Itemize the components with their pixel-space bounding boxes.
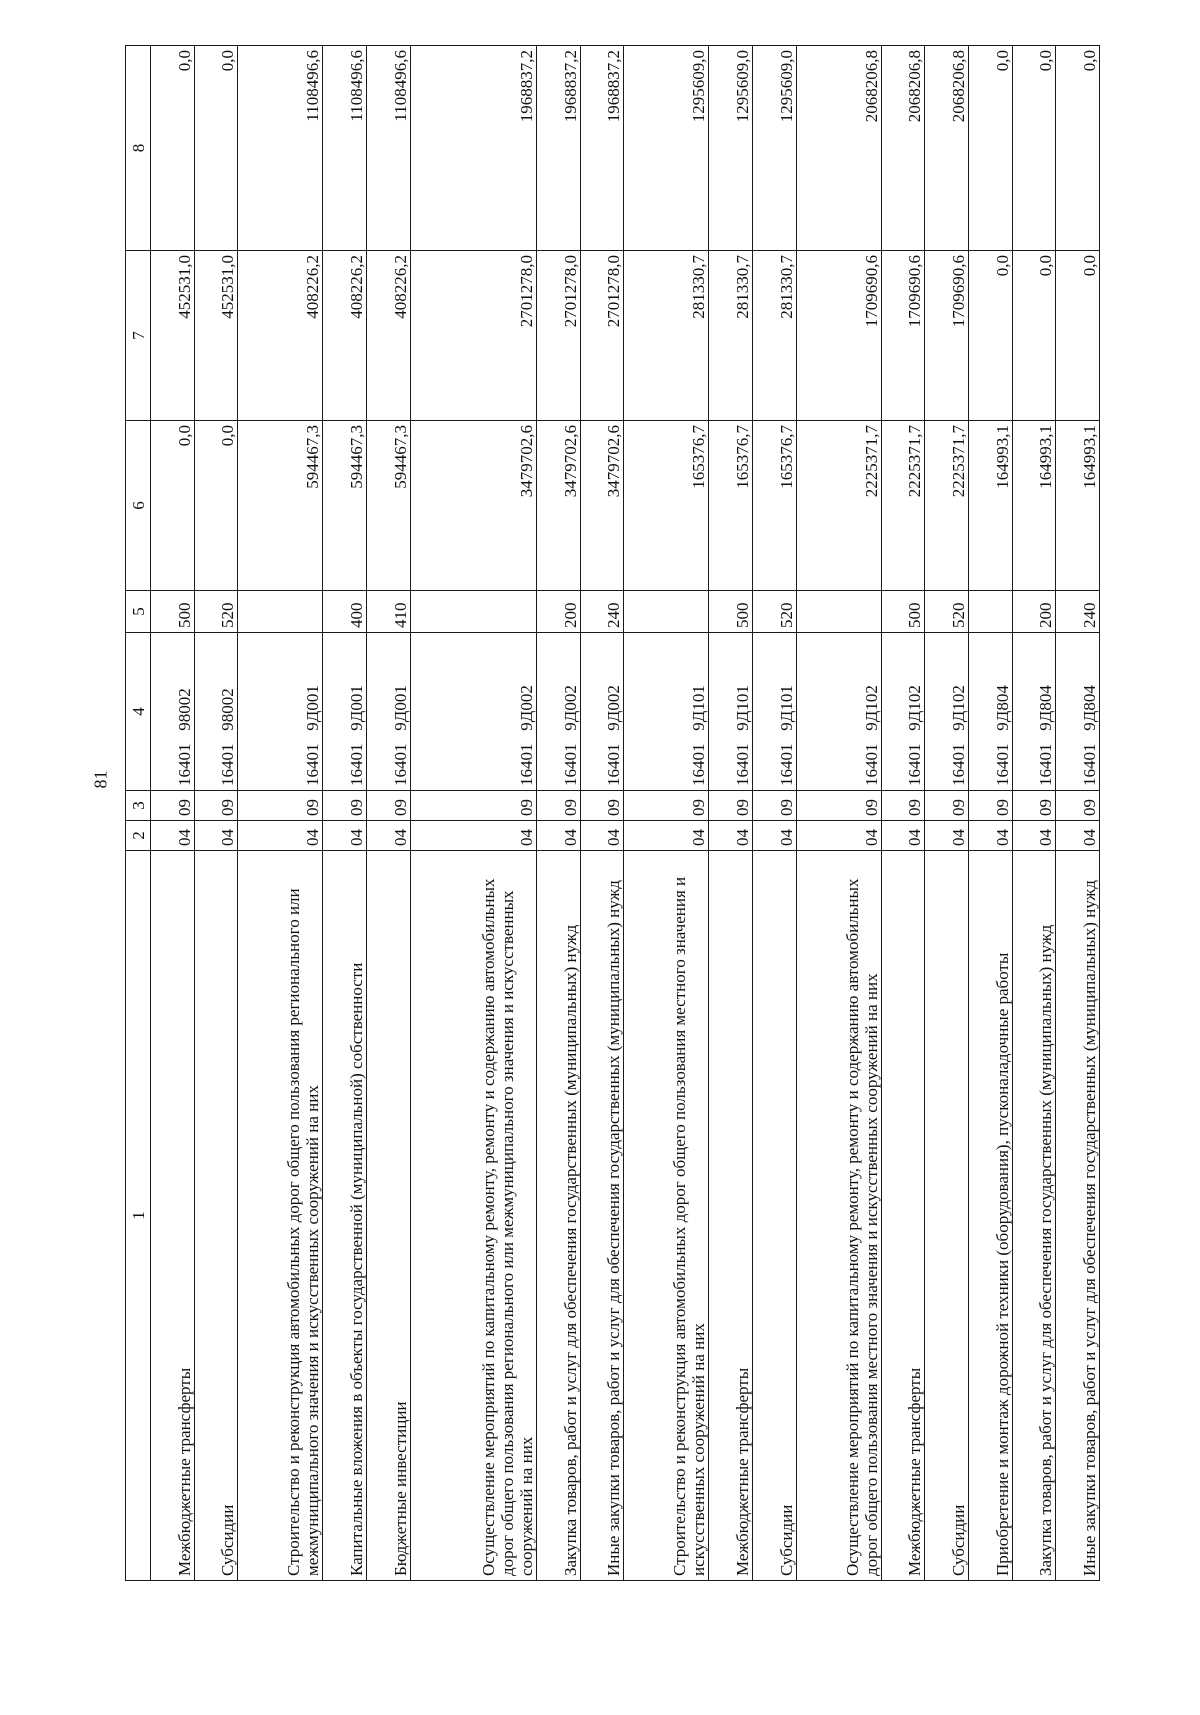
amount-col6-cell: 165376,7 [624,421,709,591]
amount-col6-cell: 2225371,7 [796,421,881,591]
section-code-cell: 04 [1012,821,1056,851]
target-article-cell [796,633,881,791]
amount-col8-cell: 0,0 [151,46,195,251]
amount-col6-cell: 164993,1 [1012,421,1056,591]
amount-col6-cell: 3479702,6 [410,421,537,591]
table-row [366,46,410,1581]
amount-col8-cell: 2068206,8 [881,46,925,251]
row-name-cell: Межбюджетные трансферты [151,851,195,1581]
header-col-5: 5 [126,591,151,633]
expense-type-cell [969,591,1013,633]
header-col-7: 7 [126,251,151,421]
amount-col8-cell: 1295609,0 [753,46,797,251]
table-body [151,46,1100,1581]
table-row [709,46,753,1581]
target-article-cell [1012,633,1056,791]
expense-type-cell: 500 [709,591,753,633]
target-article-direction: 9Д804 [1080,685,1099,731]
row-name-cell: Субсидии [194,851,238,1581]
target-article-direction: 9Д002 [560,685,580,731]
row-name-cell: Закупка товаров, работ и услуг для обеспечения государственных (муниципальных) нужд [537,851,581,1581]
section-code-cell: 04 [925,821,969,851]
amount-col7-cell: 408226,2 [238,251,323,421]
section-code-cell: 04 [238,821,323,851]
target-article-direction: 9Д101 [689,685,709,731]
header-col-6: 6 [126,421,151,591]
target-article-cell [238,633,323,791]
expense-type-cell: 240 [580,591,624,633]
table-row [881,46,925,1581]
expense-type-cell [624,591,709,633]
section-code-cell: 04 [624,821,709,851]
amount-col8-cell: 2068206,8 [796,46,881,251]
subsection-code-cell: 09 [1056,791,1100,821]
table-row [753,46,797,1581]
table-row [796,46,881,1581]
target-article-direction: 9Д101 [733,685,753,731]
amount-col6-cell: 165376,7 [709,421,753,591]
table-row [925,46,969,1581]
header-col-1: 1 [126,851,151,1581]
amount-col7-cell: 452531,0 [151,251,195,421]
section-code-cell: 04 [969,821,1013,851]
amount-col7-cell: 2701278,0 [537,251,581,421]
section-code-cell: 04 [194,821,238,851]
table-row [1012,46,1056,1581]
expense-type-cell: 400 [323,591,367,633]
amount-col6-cell: 594467,3 [366,421,410,591]
amount-col7-cell: 408226,2 [366,251,410,421]
budget-table [125,45,1100,1581]
amount-col7-cell: 1709690,6 [881,251,925,421]
table-row [323,46,367,1581]
section-code-cell: 04 [323,821,367,851]
row-name-cell: Строительство и реконструкция автомобильных дорог общего пользования регионального или межмуниципального значения и искусственных сооружений на них [238,851,323,1581]
header-col-4: 4 [126,633,151,791]
section-code-cell: 04 [410,821,537,851]
row-name-cell: Иные закупки товаров, работ и услуг для обеспечения государственных (муниципальных) нужд [580,851,624,1581]
amount-col7-cell: 1709690,6 [925,251,969,421]
amount-col7-cell: 2701278,0 [580,251,624,421]
amount-col8-cell: 1108496,6 [238,46,323,251]
amount-col6-cell: 2225371,7 [881,421,925,591]
subsection-code-cell: 09 [238,791,323,821]
amount-col8-cell: 1295609,0 [624,46,709,251]
target-article-direction: 98002 [174,688,194,731]
target-article-program: 16401 [733,743,753,786]
section-code-cell: 04 [366,821,410,851]
amount-col7-cell: 1709690,6 [796,251,881,421]
amount-col7-cell: 408226,2 [323,251,367,421]
subsection-code-cell: 09 [881,791,925,821]
target-article-cell [410,633,537,791]
section-code-cell: 04 [151,821,195,851]
amount-col7-cell: 281330,7 [624,251,709,421]
subsection-code-cell: 09 [969,791,1013,821]
row-name-cell: Строительство и реконструкция автомобильных дорог общего пользования местного значения и искусственных сооружений на них [624,851,709,1581]
target-article-direction: 9Д002 [604,685,624,731]
target-article-direction: 98002 [218,688,238,731]
subsection-code-cell: 09 [366,791,410,821]
target-article-cell [323,633,367,791]
amount-col6-cell: 0,0 [194,421,238,591]
amount-col6-cell: 594467,3 [238,421,323,591]
amount-col6-cell: 2225371,7 [925,421,969,591]
subsection-code-cell: 09 [624,791,709,821]
amount-col8-cell: 1108496,6 [323,46,367,251]
header-col-8: 8 [126,46,151,251]
amount-col6-cell: 3479702,6 [537,421,581,591]
target-article-direction: 9Д102 [905,685,925,731]
section-code-cell: 04 [796,821,881,851]
amount-col8-cell: 0,0 [194,46,238,251]
row-name-cell: Субсидии [925,851,969,1581]
subsection-code-cell: 09 [580,791,624,821]
row-name-cell: Закупка товаров, работ и услуг для обеспечения государственных (муниципальных) нужд [1012,851,1056,1581]
target-article-program: 16401 [218,743,238,786]
row-name-cell: Иные закупки товаров, работ и услуг для обеспечения государственных (муниципальных) нужд [1056,851,1100,1581]
expense-type-cell: 520 [925,591,969,633]
header-row [126,46,151,1581]
amount-col7-cell: 0,0 [1056,251,1100,421]
section-code-cell: 04 [537,821,581,851]
expense-type-cell: 500 [151,591,195,633]
section-code-cell: 04 [709,821,753,851]
row-name-cell: Бюджетные инвестиции [366,851,410,1581]
target-article-cell [969,633,1013,791]
row-name-cell: Приобретение и монтаж дорожной техники (оборудования), пусконаладочные работы [969,851,1013,1581]
subsection-code-cell: 09 [323,791,367,821]
expense-type-cell: 200 [537,591,581,633]
target-article-cell [881,633,925,791]
target-article-direction: 9Д101 [776,685,796,731]
row-name-cell: Капитальные вложения в объекты государственной (муниципальной) собственности [323,851,367,1581]
amount-col6-cell: 164993,1 [1056,421,1100,591]
expense-type-cell [238,591,323,633]
expense-type-cell [410,591,537,633]
target-article-program: 16401 [861,743,881,786]
page-number: 81 [90,770,111,789]
target-article-cell [624,633,709,791]
amount-col6-cell: 594467,3 [323,421,367,591]
subsection-code-cell: 09 [753,791,797,821]
table-row [580,46,624,1581]
rotated-table-container [125,46,1100,1581]
target-article-direction: 9Д804 [992,685,1012,731]
target-article-program: 16401 [689,743,709,786]
header-col-3: 3 [126,791,151,821]
target-article-direction: 9Д001 [346,685,366,731]
table-row [410,46,537,1581]
section-code-cell: 04 [580,821,624,851]
target-article-program: 16401 [390,743,410,786]
amount-col7-cell: 0,0 [969,251,1013,421]
target-article-direction: 9Д102 [949,685,969,731]
amount-col7-cell: 2701278,0 [410,251,537,421]
table-row [194,46,238,1581]
header-col-2: 2 [126,821,151,851]
row-name-cell: Осуществление мероприятий по капитальному ремонту, ремонту и содержанию автомобильных дорог общего пользования местного значения и искусственных сооружений на них [796,851,881,1581]
table-row [624,46,709,1581]
subsection-code-cell: 09 [194,791,238,821]
amount-col8-cell: 1968837,2 [410,46,537,251]
amount-col7-cell: 281330,7 [709,251,753,421]
row-name-cell: Субсидии [753,851,797,1581]
target-article-program: 16401 [517,743,537,786]
amount-col8-cell: 0,0 [969,46,1013,251]
amount-col7-cell: 452531,0 [194,251,238,421]
target-article-cell [1056,633,1100,791]
amount-col8-cell: 2068206,8 [925,46,969,251]
table-row [151,46,195,1581]
target-article-direction: 9Д804 [1036,685,1056,731]
amount-col8-cell: 1295609,0 [709,46,753,251]
target-article-program: 16401 [949,743,969,786]
subsection-code-cell: 09 [796,791,881,821]
target-article-program: 16401 [174,743,194,786]
target-article-cell [580,633,624,791]
section-code-cell: 04 [1056,821,1100,851]
expense-type-cell: 520 [194,591,238,633]
amount-col6-cell: 0,0 [151,421,195,591]
subsection-code-cell: 09 [925,791,969,821]
target-article-program: 16401 [346,743,366,786]
target-article-program: 16401 [604,743,624,786]
subsection-code-cell: 09 [151,791,195,821]
subsection-code-cell: 09 [537,791,581,821]
target-article-program: 16401 [303,743,323,786]
section-code-cell: 04 [881,821,925,851]
amount-col8-cell: 0,0 [1012,46,1056,251]
target-article-direction: 9Д001 [390,685,410,731]
row-name-cell: Межбюджетные трансферты [709,851,753,1581]
subsection-code-cell: 09 [1012,791,1056,821]
amount-col7-cell: 0,0 [1012,251,1056,421]
target-article-cell [537,633,581,791]
table-row [1056,46,1100,1581]
target-article-cell [366,633,410,791]
amount-col6-cell: 164993,1 [969,421,1013,591]
amount-col8-cell: 1968837,2 [537,46,581,251]
target-article-program: 16401 [776,743,796,786]
target-article-cell [709,633,753,791]
expense-type-cell: 410 [366,591,410,633]
subsection-code-cell: 09 [709,791,753,821]
amount-col8-cell: 1968837,2 [580,46,624,251]
table-row [969,46,1013,1581]
target-article-program: 16401 [1080,743,1099,786]
amount-col8-cell: 1108496,6 [366,46,410,251]
target-article-direction: 9Д002 [517,685,537,731]
amount-col6-cell: 3479702,6 [580,421,624,591]
section-code-cell: 04 [753,821,797,851]
target-article-direction: 9Д001 [303,685,323,731]
amount-col6-cell: 165376,7 [753,421,797,591]
target-article-cell [925,633,969,791]
amount-col7-cell: 281330,7 [753,251,797,421]
table-row [537,46,581,1581]
target-article-program: 16401 [560,743,580,786]
target-article-direction: 9Д102 [861,685,881,731]
expense-type-cell: 500 [881,591,925,633]
expense-type-cell: 520 [753,591,797,633]
target-article-program: 16401 [1036,743,1056,786]
subsection-code-cell: 09 [410,791,537,821]
row-name-cell: Межбюджетные трансферты [881,851,925,1581]
target-article-program: 16401 [905,743,925,786]
target-article-cell [151,633,195,791]
amount-col8-cell: 0,0 [1056,46,1100,251]
target-article-cell [194,633,238,791]
row-name-cell: Осуществление мероприятий по капитальному ремонту, ремонту и содержанию автомобильных дорог общего пользования регионального или межмуниципального значения и искусственных сооружений на них [410,851,537,1581]
table-row [238,46,323,1581]
target-article-cell [753,633,797,791]
expense-type-cell: 200 [1012,591,1056,633]
expense-type-cell [796,591,881,633]
target-article-program: 16401 [992,743,1012,786]
expense-type-cell: 240 [1056,591,1100,633]
